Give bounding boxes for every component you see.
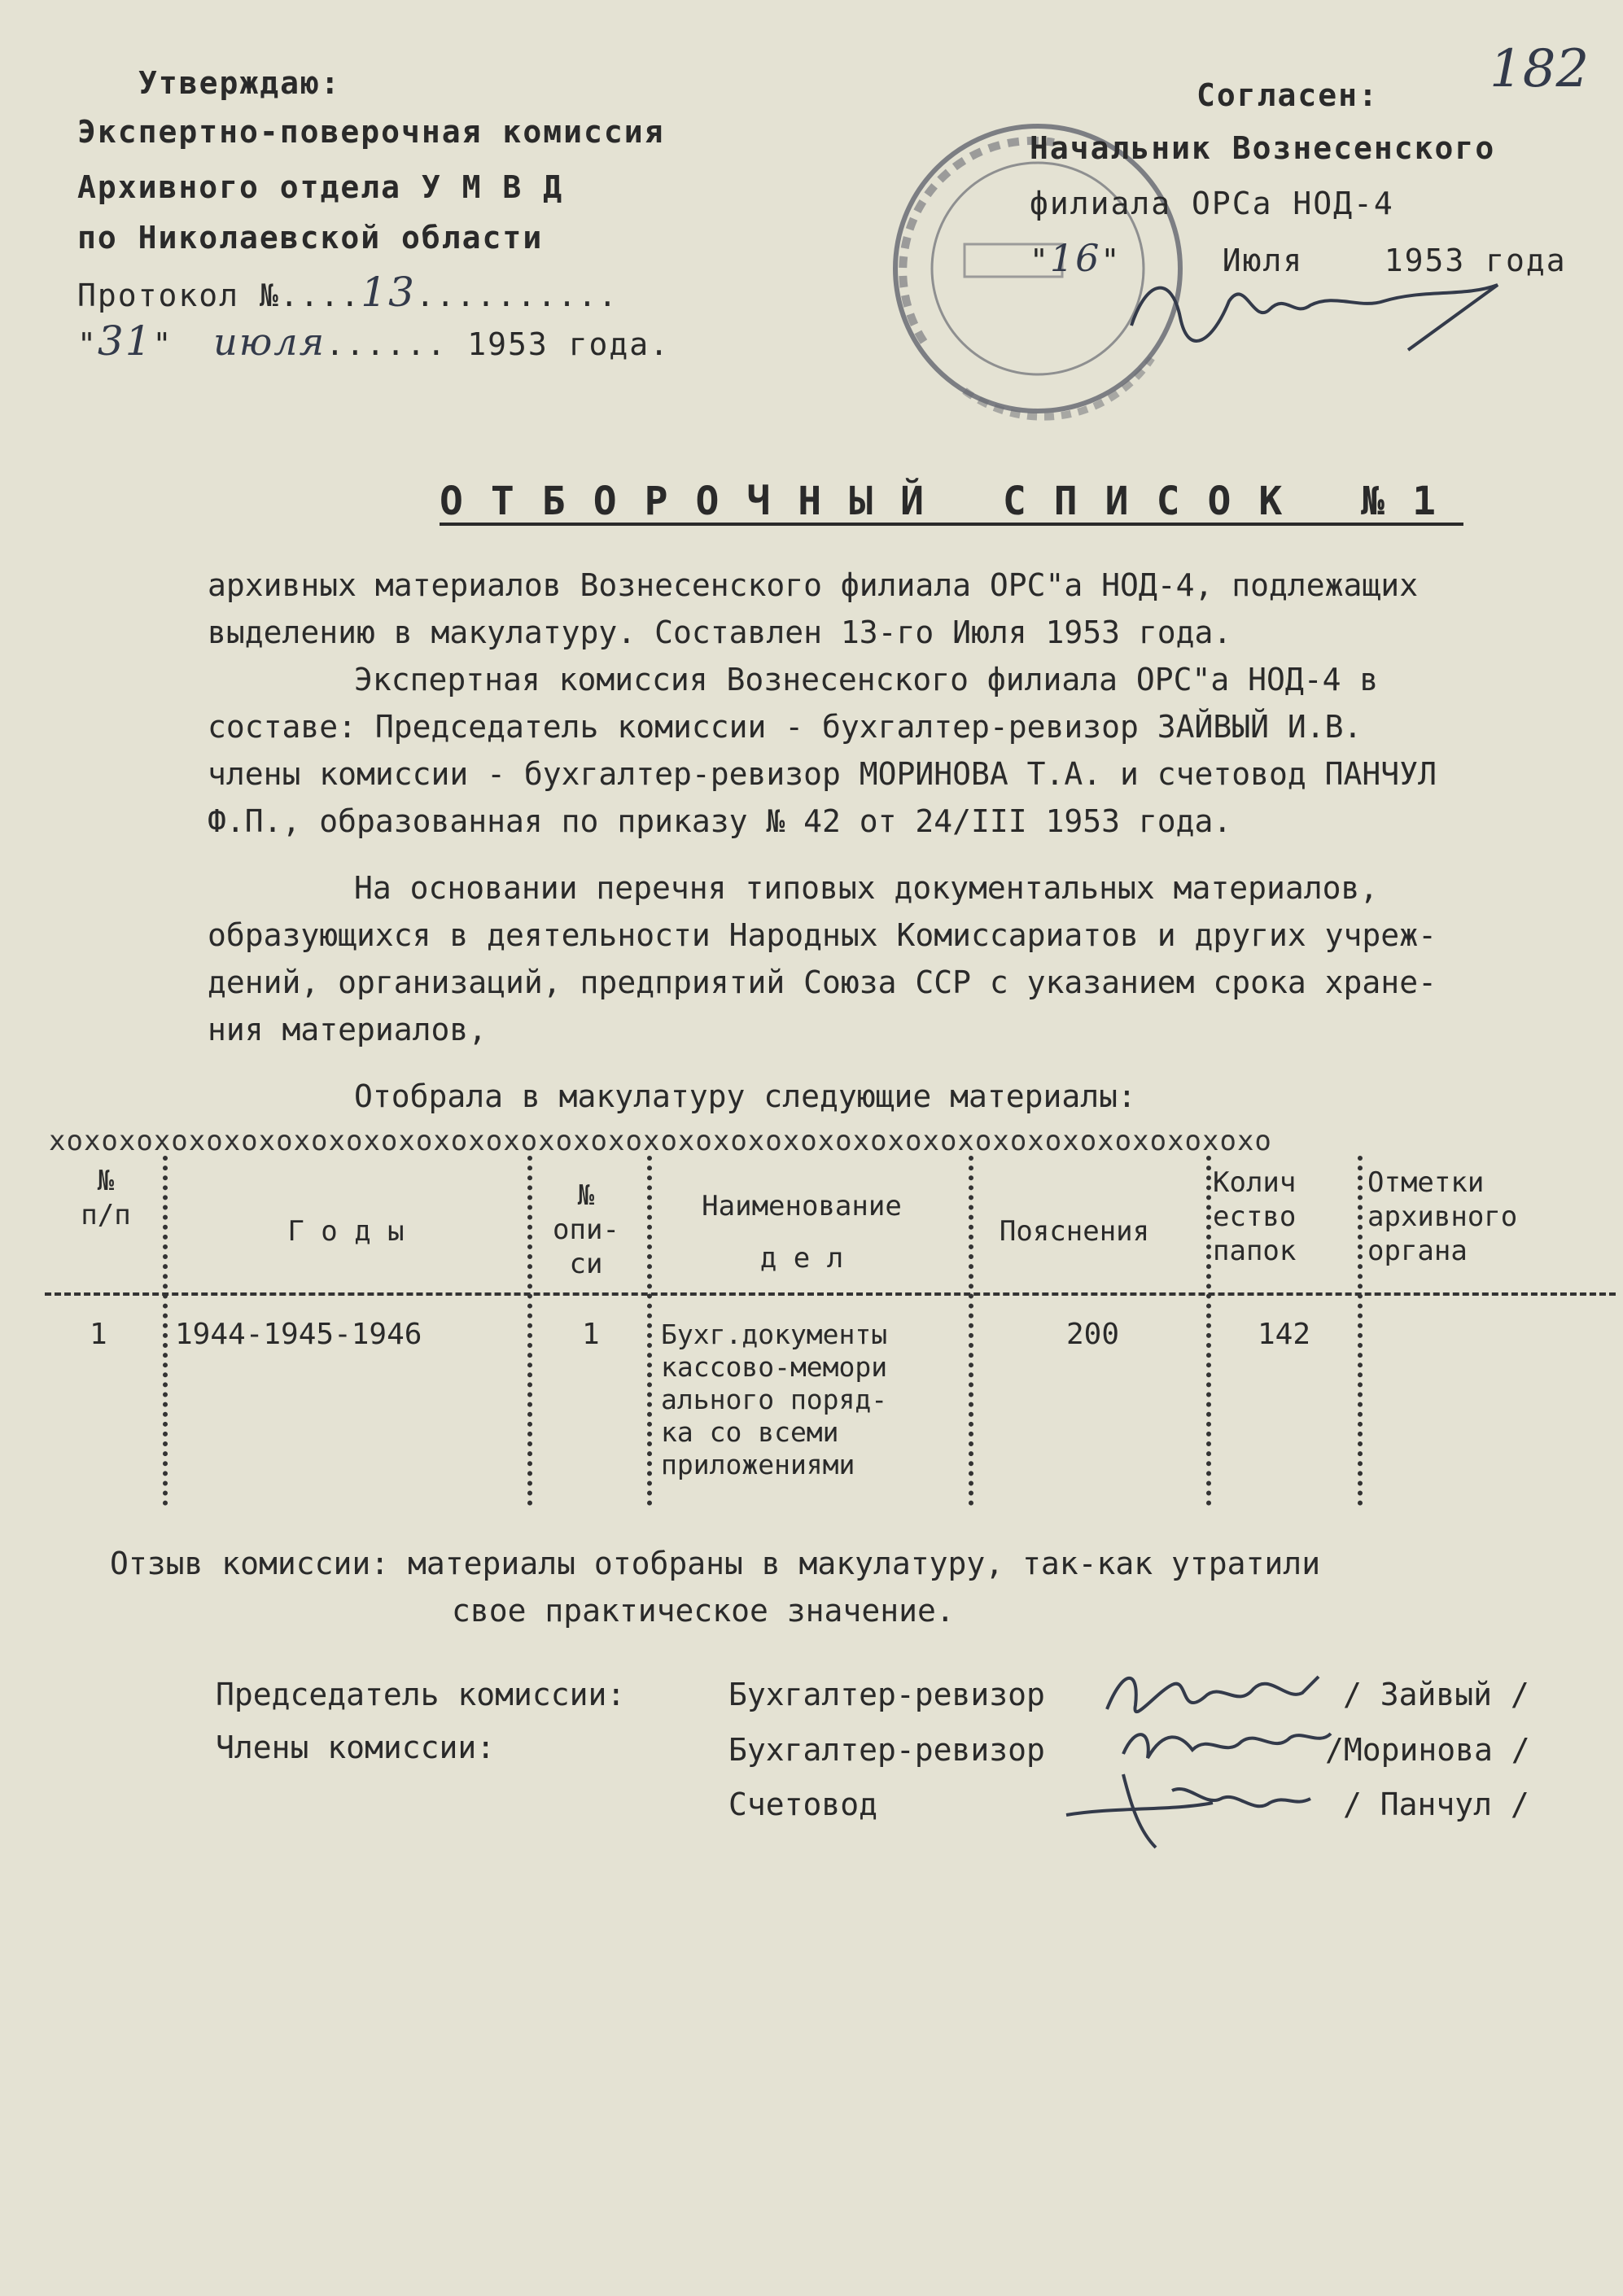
cell-folder-count: 142 (1258, 1318, 1311, 1351)
header-case-name: Наименование д е л (702, 1190, 902, 1275)
column-divider (969, 1156, 973, 1506)
agree-date-day: 16 (1049, 236, 1101, 280)
column-divider (527, 1156, 532, 1506)
commission-paragraph (208, 656, 1437, 845)
header-inventory: № опи- си (553, 1179, 619, 1280)
basis-paragraph (208, 864, 1437, 1053)
approve-commission: Экспертно-поверочная комиссия (77, 114, 665, 150)
approve-heading: Утверждаю: (138, 65, 341, 101)
protocol-line: Протокол №....13.......... (77, 269, 619, 316)
column-divider (163, 1156, 168, 1506)
signature-name: / Панчул / (1343, 1787, 1529, 1822)
agree-date-year: 1953 года (1384, 243, 1567, 278)
signature-role: Члены комиссии: (216, 1730, 496, 1765)
header-number: № п/п (81, 1165, 131, 1231)
conclusion-line: свое практическое значение. (452, 1593, 955, 1629)
approve-department: Архивного отдела У М В Д (77, 169, 564, 205)
signature-position: Счетовод (728, 1787, 878, 1822)
protocol-label: Протокол № (77, 278, 280, 313)
approve-date-line: "31" июля...... 1953 года. (77, 317, 670, 365)
agree-position: Начальник Вознесенского (1030, 130, 1496, 166)
paragraph-line: Экспертная комиссия Вознесенского филиала ОРС"а НОД-4 в (354, 662, 1379, 698)
header-archive-marks: Отметки архивного органа (1367, 1166, 1518, 1267)
cell-number: 1 (90, 1318, 107, 1351)
cell-case-name: Бухг.документы кассово-мемори ального поряд- ка со всеми приложениями (661, 1319, 888, 1480)
paragraph-line: члены комиссии - бухгалтер-ревизор МОРИНОВА Т.А. и счетовод ПАНЧУЛ (208, 756, 1437, 792)
approve-region: по Николаевской области (77, 220, 544, 256)
approve-date-day: 31 (97, 317, 153, 365)
signature-position: Бухгалтер-ревизор (728, 1732, 1045, 1768)
agree-date-month: Июля (1222, 243, 1304, 278)
cell-explanations: 200 (1066, 1318, 1120, 1351)
header-years: Г о д ы (287, 1215, 405, 1248)
signature-name: / Зайвый / (1343, 1677, 1529, 1712)
paragraph-line: ния материалов, (208, 1012, 488, 1047)
selection-paragraph: Отобрала в макулатуру следующие материалы: (354, 1078, 1136, 1114)
paragraph-line: образующихся в деятельности Народных Комиссариатов и других учреж- (208, 917, 1437, 953)
conclusion-line: Отзыв комиссии: материалы отобраны в макулатуру, так-как утратили (110, 1546, 1321, 1581)
approve-date-month: июля (213, 320, 326, 364)
head-signature (1115, 260, 1522, 358)
agree-heading: Согласен: (1196, 77, 1379, 113)
paragraph-line: Ф.П., образованная по приказу № 42 от 24/III 1953 года. (208, 803, 1232, 839)
agree-branch: филиала ОРСа НОД-4 (1030, 186, 1394, 221)
archive-page-number: 182 (1490, 39, 1590, 99)
header-explanations: Пояснения (999, 1215, 1150, 1248)
paragraph-line: дений, организаций, предприятий Союза ССР с указанием срока хране- (208, 964, 1437, 1000)
paragraph-line: составе: Председатель комиссии - бухгалтер-ревизор ЗАЙВЫЙ И.В. (208, 709, 1363, 745)
header-folder-count: Колич ество папок (1213, 1166, 1297, 1267)
cell-inventory: 1 (582, 1318, 600, 1351)
intro-line: архивных материалов Вознесенского филиала ОРС"а НОД-4, подлежащих (208, 567, 1419, 603)
paragraph-line: На основании перечня типовых документальных материалов, (354, 870, 1379, 906)
protocol-number: 13 (361, 269, 416, 316)
cell-years: 1944-1945-1946 (175, 1318, 422, 1351)
signature-position: Бухгалтер-ревизор (728, 1677, 1045, 1712)
intro-line: выделению в макулатуру. Составлен 13-го Июля 1953 года. (208, 614, 1232, 650)
agree-date-line: "16" Июля 1953 года (1030, 236, 1567, 280)
commission-conclusion (110, 1540, 1320, 1634)
accountant-signature (1050, 1758, 1327, 1864)
header-divider (45, 1292, 1616, 1296)
column-divider (1206, 1156, 1211, 1506)
column-divider (1358, 1156, 1363, 1506)
document-title: ОТБОРОЧНЫЙ СПИСОК №1 (440, 479, 1463, 524)
x-separator: хохохохохохохохохохохохохохохохохохохохохохохохохохохохохохохохохохохо (49, 1125, 1272, 1157)
approve-date-year: 1953 года. (467, 326, 670, 362)
column-divider (647, 1156, 652, 1506)
signature-name: /Моринова / (1325, 1732, 1530, 1768)
intro-text (208, 562, 1418, 656)
signature-role: Председатель комиссии: (216, 1677, 626, 1712)
